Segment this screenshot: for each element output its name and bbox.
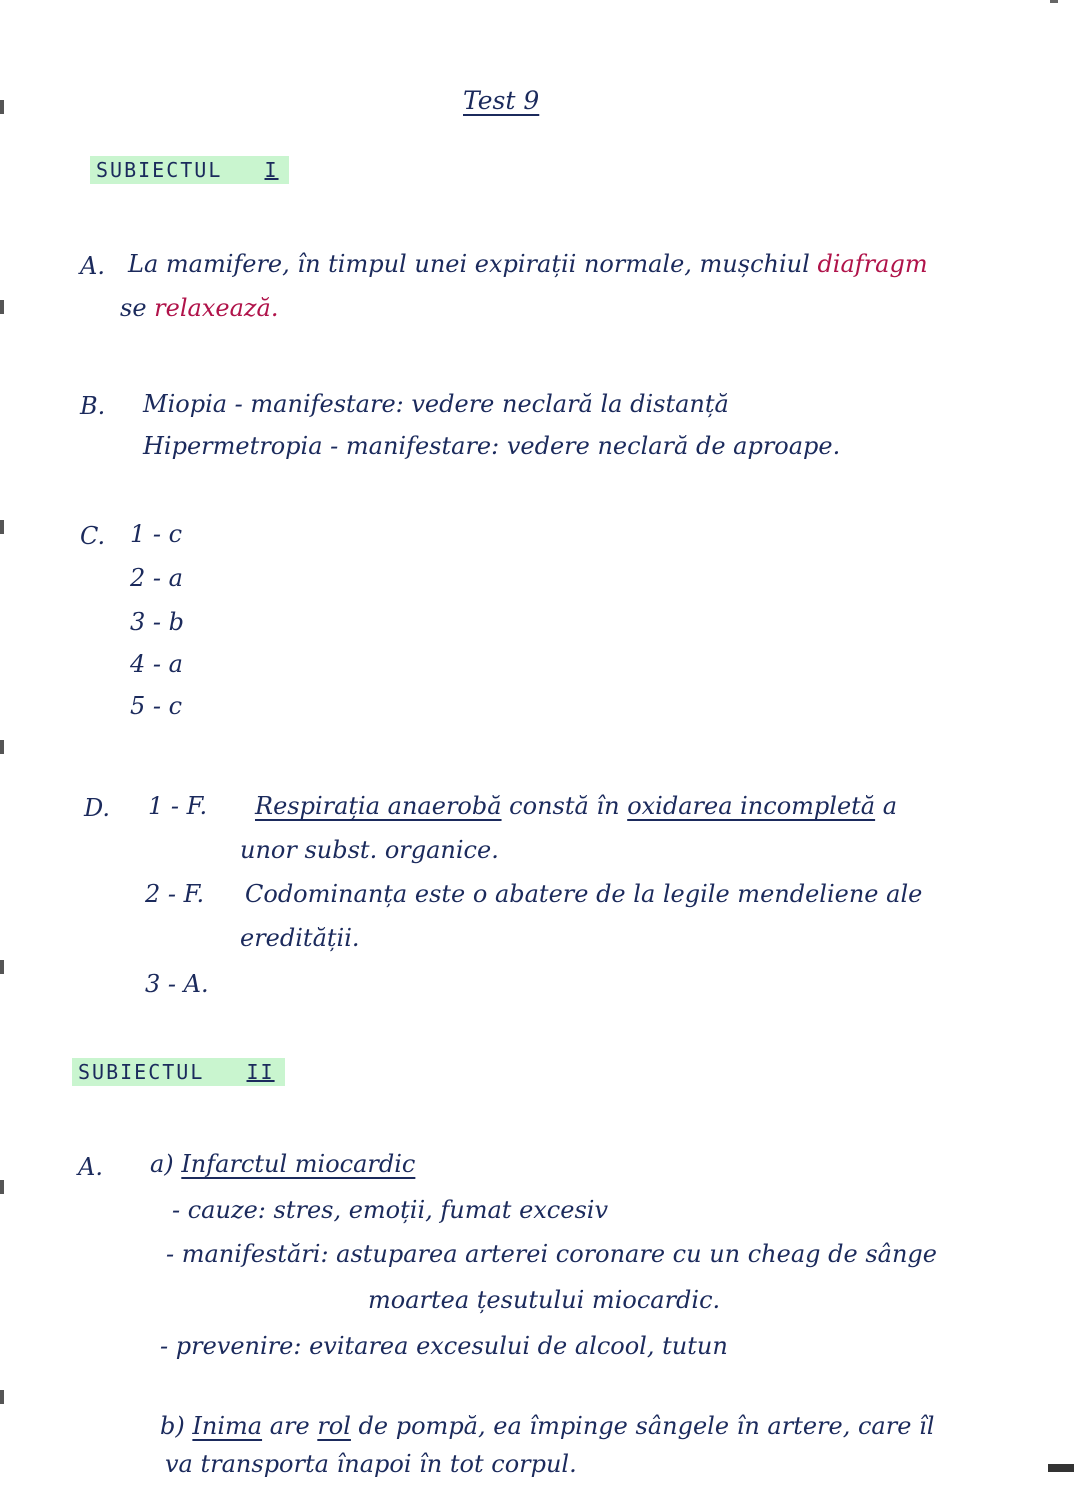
section-2-highlight: SUBIECTUL II — [72, 1058, 285, 1086]
s1-d-item1-line1: Respirația anaerobă constă în oxidarea incompletă a — [255, 792, 898, 820]
s1-a-letter: A. — [80, 252, 105, 280]
s1-c-item: 4 - a — [130, 650, 183, 678]
s1-d-item1-line2: unor subst. organice. — [240, 836, 499, 864]
s1-d-item2-line2: eredității. — [240, 924, 360, 952]
section-heading-2 — [72, 1060, 285, 1084]
corner-mark — [1050, 0, 1058, 3]
s1-c-item: 3 - b — [130, 608, 184, 636]
s1-d-item1-num: 1 - F. — [148, 792, 208, 820]
s2-sub-b-line2: va transporta înapoi în tot corpul. — [165, 1450, 577, 1478]
section-heading-1 — [90, 158, 289, 182]
s2-a-letter: A. — [78, 1153, 103, 1181]
section-1-highlight: SUBIECTUL I — [90, 156, 289, 184]
s1-d-item3: 3 - A. — [145, 970, 209, 998]
s1-b-line2: Hipermetropia - manifestare: vedere neclară de aproape. — [143, 432, 841, 460]
s1-c-item: 5 - c — [130, 692, 183, 720]
s1-d-letter: D. — [84, 794, 111, 822]
s2-sub-b-line1: b) Inima are rol de pompă, ea împinge sângele în artere, care îl — [160, 1412, 935, 1440]
s2-manifestari-line1: - manifestări: astuparea arterei coronare cu un cheag de sânge — [166, 1240, 937, 1268]
s1-b-line1: Miopia - manifestare: vedere neclară la distanță — [143, 390, 729, 418]
s1-c-item: 2 - a — [130, 564, 183, 592]
answer-relaxeaza: relaxează. — [154, 294, 279, 322]
answer-diafragm: diafragm — [817, 250, 928, 278]
s2-cauze: - cauze: stres, emoții, fumat excesiv — [172, 1196, 608, 1224]
binder-holes — [0, 0, 6, 1486]
s1-b-letter: B. — [80, 392, 106, 420]
s1-d-item2-line1: Codominanța este o abatere de la legile mendeliene ale — [245, 880, 923, 908]
s2-a-sub-a: a) Infarctul miocardic — [150, 1150, 416, 1178]
s2-prevenire: - prevenire: evitarea excesului de alcool, tutun — [160, 1332, 728, 1360]
s1-a-line2: se relaxează. — [120, 294, 279, 322]
page-edge-mark — [1048, 1464, 1074, 1472]
s1-c-item: 1 - c — [130, 520, 183, 548]
page-title: Test 9 — [463, 86, 540, 115]
s1-c-letter: C. — [80, 522, 106, 550]
s1-d-item2-num: 2 - F. — [145, 880, 205, 908]
s2-manifestari-line2: moartea țesutului miocardic. — [368, 1286, 721, 1314]
s1-a-line1: La mamifere, în timpul unei expirații normale, mușchiul diafragm — [128, 250, 928, 278]
